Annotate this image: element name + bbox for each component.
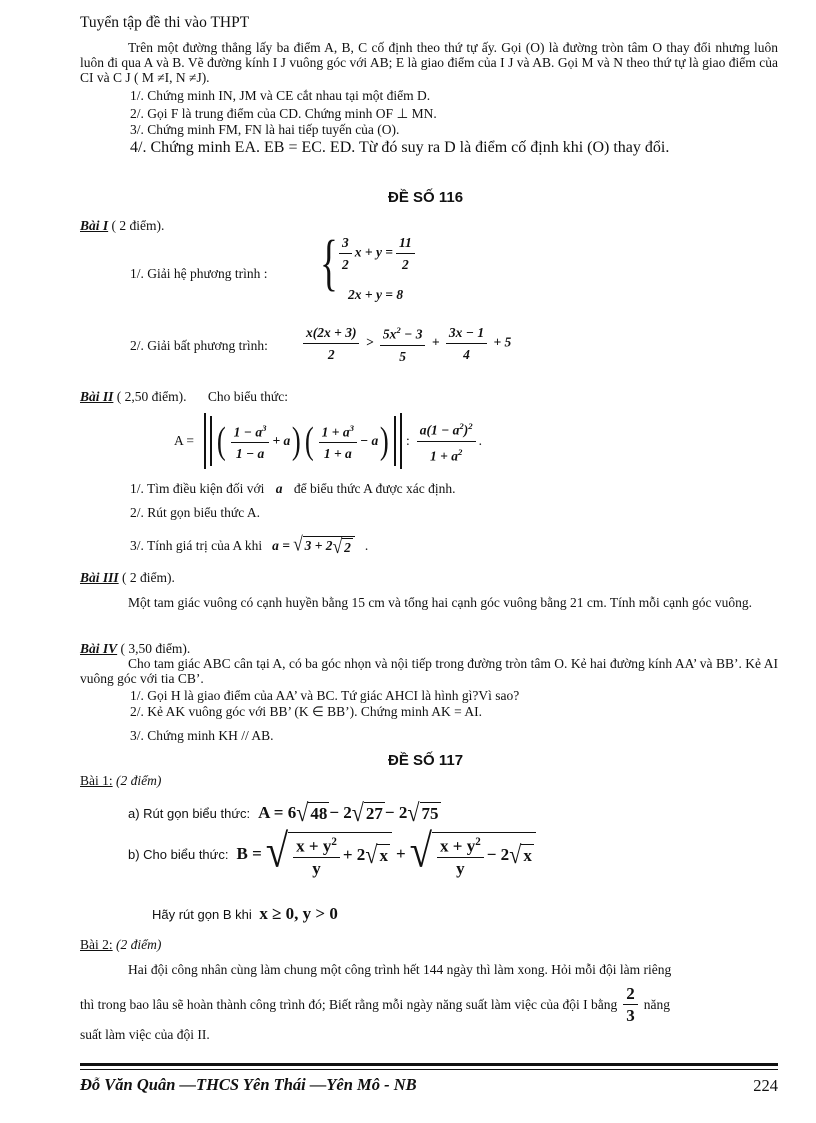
expr-B-sup-1: 2 [331,836,337,848]
expr-B-tail-a: + 2 [342,845,366,865]
expr-B-den-2: y [456,858,465,878]
expr-B-rx-1: x [379,846,388,866]
bai-2-117-title: Bài 2: [80,937,113,952]
bai-1-117-heading [80,773,161,789]
bai-2-117-line2 [80,985,778,1024]
footer-rule-thin [80,1069,778,1070]
bai-4-title: Bài IV [80,641,118,656]
bai-3-text: Một tam giác vuông có cạnh huyền bằng 15 cm và tổng hai cạnh góc vuông bằng 21 cm. Tính mỗi cạnh góc vuông. [128,595,752,610]
expr-A-f3-num: a(1 − a [419,422,460,438]
expr-A-117-r1: 48 [310,804,328,823]
section-title-117: ĐỀ SỐ 117 [388,752,464,769]
bai-2-117-line2-tail: năng [643,996,670,1012]
bai-2-117-line1: Hai đội công nhân cùng làm chung một công trình hết 144 ngày thì làm xong. Hỏi mỗi đội làm riêng [128,962,672,977]
bai-2-117-frac-den: 3 [626,1006,635,1025]
expr-A-f1-num: 1 − a [233,424,263,440]
expr-A-colon: : [405,433,410,448]
bai-2-q1-tail: để biểu thức A được xác định. [293,481,456,496]
question-3: 3/. Chứng minh FM, FN là hai tiếp tuyến của (O). [130,122,400,137]
expr-A-lhs: A = [174,433,194,448]
expr-A-f2-num: 1 + a [321,424,350,440]
bai-1-117-a-text: a) Rút gọn biểu thức: [128,805,251,821]
expr-A-f3-densup: 2 [457,446,463,457]
expression-A [174,412,482,470]
bai-1-117-title: Bài 1: [80,773,113,788]
expr-B-den-1: y [312,858,321,878]
expr-A-117-lhs: A = 6 [258,803,297,823]
expr-B-plus: + [395,844,406,864]
perpendicular-symbol: ⊥ [396,106,409,121]
bai-2-q3-text: 3/. Tính giá trị của A khi [130,538,263,554]
expr-B-rx-2: x [523,846,532,866]
bai-1-points: ( 2 điểm). [108,218,165,233]
bracket-group [204,413,402,469]
bai-1-title: Bài I [80,218,109,233]
bai-1-q1: 1/. Giải hệ phương trình : [130,266,268,281]
expr-A-f2-sup: 3 [349,422,354,433]
ineq-f2-rest: − 3 [400,326,423,342]
inner-bracket: ( $\frac{1 - a^3}{1 - a}$ + a ) ( $\frac{1 + a^3}{1 + a}$ − a ) [210,416,396,466]
question-2-text: 2/. Gọi F là trung điểm của CD. Chứng minh OF [130,106,394,121]
bai-1-117-cond [152,904,338,924]
bai-4-q3: 3/. Chứng minh KH // AB. [130,728,274,743]
bai-1-117-a [128,798,441,827]
expr-A-117-r3: 75 [421,804,439,823]
expr-A-dot: . [478,433,483,448]
bai-1-q2: 2/. Giải bất phương trình: [130,338,268,353]
ineq-f2-den: 5 [399,348,407,364]
system-brace: { [319,229,338,297]
ineq-plus: + [431,334,440,350]
bai-4-points: ( 3,50 điểm). [117,641,191,656]
problem-intro: Trên một đường thẳng lấy ba điểm A, B, C cố định theo thứ tự ấy. Gọi (O) là đường tròn tâm O thay đổi nhưng luôn luôn đi qua A và B. Vẽ đường kính I J vuông góc với AB; E là giao điểm của I J và AB. Gọi M và N theo thứ tự là giao điểm của CI và C J ( M ≠I, N ≠J). [80,40,778,85]
eq1-den: 2 [342,257,349,272]
expr-A-minus-a: − a [359,433,379,448]
expr-A-plus-a: + a [272,433,291,448]
expr-A-117-m1: − 2 [329,803,352,823]
bai-2-117-heading [80,937,161,953]
bai-2-q2: 2/. Rút gọn biểu thức A. [130,505,260,520]
bai-4-q1: 1/. Gọi H là giao điểm của AA’ và BC. Tứ giác AHCI là hình gì?Vì sao? [130,688,520,703]
bai-2-117-points: (2 điểm) [112,937,162,952]
inequality [300,322,511,365]
bai-2-q1-text: 1/. Tìm điều kiện đối với [130,481,265,496]
bai-2-q3-inner: 3 + 2 [304,538,333,553]
bai-2-heading [80,389,288,405]
eq1-mid: x + y = [354,244,394,260]
eq1-num: 3 [339,234,352,254]
ineq-f2-sup: 2 [396,325,401,335]
question-2-tail: MN. [411,106,437,121]
bai-2-points: ( 2,50 điểm). [113,389,187,404]
footer-author: Đỗ Văn Quân —THCS Yên Thái —Yên Mô - NB [80,1075,417,1094]
expr-B-117: B = √ $\frac{x + y^2}{y}$ + 2 √ x + √ $\frac{x + y^2}{y}$ − 2 √ x [236,832,535,877]
bai-1-117-points: (2 điểm) [112,773,162,788]
bai-2-q3-lhs: a = [272,538,290,554]
bai-3-heading [80,570,175,586]
bai-2-q3 [130,532,369,558]
question-1: 1/. Chứng minh IN, JM và CE cắt nhau tại một điểm D. [130,88,431,103]
footer-rule-thick [80,1063,778,1066]
ineq-f1-den: 2 [327,346,335,362]
bai-1-117-cond-text: Hãy rút gọn B khi [152,907,252,922]
eq1-rnum: 11 [396,234,415,254]
expr-A-f3-sup2: 2 [468,421,473,431]
bai-2-117-line2-text: thì trong bao lâu sẽ hoàn thành công trình đó; Biết rằng mỗi ngày năng suất làm việc của đội I bằng [80,996,618,1012]
ineq-gt: > [365,334,374,350]
expr-B-num-2: x + y [440,836,476,856]
expr-A-117-r2: 27 [365,804,383,823]
question-2 [130,106,437,121]
bai-1-117-b-text: b) Cho biểu thức: [128,846,229,862]
page-number: 224 [753,1076,778,1095]
ineq-f3-num: 3x − 1 [446,324,487,344]
expr-B-lhs: B = [236,844,262,864]
bai-2-q3-sqrt: √ 3 + 2 √ 2 [293,536,355,556]
bai-1-117-b [128,825,536,878]
expr-A-f1-den: 1 − a [235,446,265,462]
bai-2-117-frac-num: 2 [623,985,638,1005]
bai-4-text: Cho tam giác ABC cân tại A, có ba góc nhọn và nội tiếp trong đường tròn tâm O. Kẻ hai đường kính AA’ và BB’. Kẻ AI vuông góc với tia CB’. [80,656,778,686]
expr-A-117: A = 6 √ 48 − 2 √ 27 − 2 √ 75 [258,798,439,827]
ineq-f2-num: 5x [382,326,397,342]
bai-2-117-line3: suất làm việc của đội II. [80,1027,210,1042]
expr-A-f3-close: ) [463,422,469,438]
equation-1 [336,234,418,273]
expr-B-sup-2: 2 [475,836,481,848]
bai-2-q3-dot: . [364,538,369,554]
bai-2-title: Bài II [80,389,114,404]
bai-1-117-cond-expr: x ≥ 0, y > 0 [259,904,338,923]
question-4: 4/. Chứng minh EA. EB = EC. ED. Từ đó suy ra D là điểm cố định khi (O) thay đổi. [130,139,670,156]
bai-2-q3-inner2: 2 [344,540,351,556]
equation-2: 2x + y = 8 [348,287,404,302]
bai-1-heading [80,218,164,234]
section-title-116: ĐỀ SỐ 116 [388,189,464,206]
bai-2-q1-var: a [275,481,283,496]
expr-A-117-m2: − 2 [384,803,408,823]
expr-A-f3-den: 1 + a [430,448,458,463]
expr-A-f1-sup: 3 [262,422,267,433]
bai-3-points: ( 2 điểm). [118,570,175,585]
bai-4-heading [80,641,190,657]
bai-2-117-fraction [623,985,638,1024]
expr-B-num-1: x + y [296,836,332,856]
ineq-f1-num: x(2x + 3) [303,324,359,344]
expr-A-f2-den: 1 + a [323,446,352,462]
ineq-f3-den: 4 [463,346,470,362]
bai-3-title: Bài III [80,570,119,585]
eq1-rden: 2 [402,257,409,272]
bai-2-expr-label: Cho biểu thức: [207,389,288,404]
bai-2-q1 [130,481,456,496]
document-header: Tuyển tập đề thi vào THPT [80,14,250,31]
expr-A-f3-sup1: 2 [459,421,464,431]
expr-B-tail-b: − 2 [486,845,510,865]
ineq-tail: + 5 [493,334,512,350]
bai-4-q2: 2/. Kẻ AK vuông góc với BB’ (K ∈ BB’). Chứng minh AK = AI. [130,704,482,719]
